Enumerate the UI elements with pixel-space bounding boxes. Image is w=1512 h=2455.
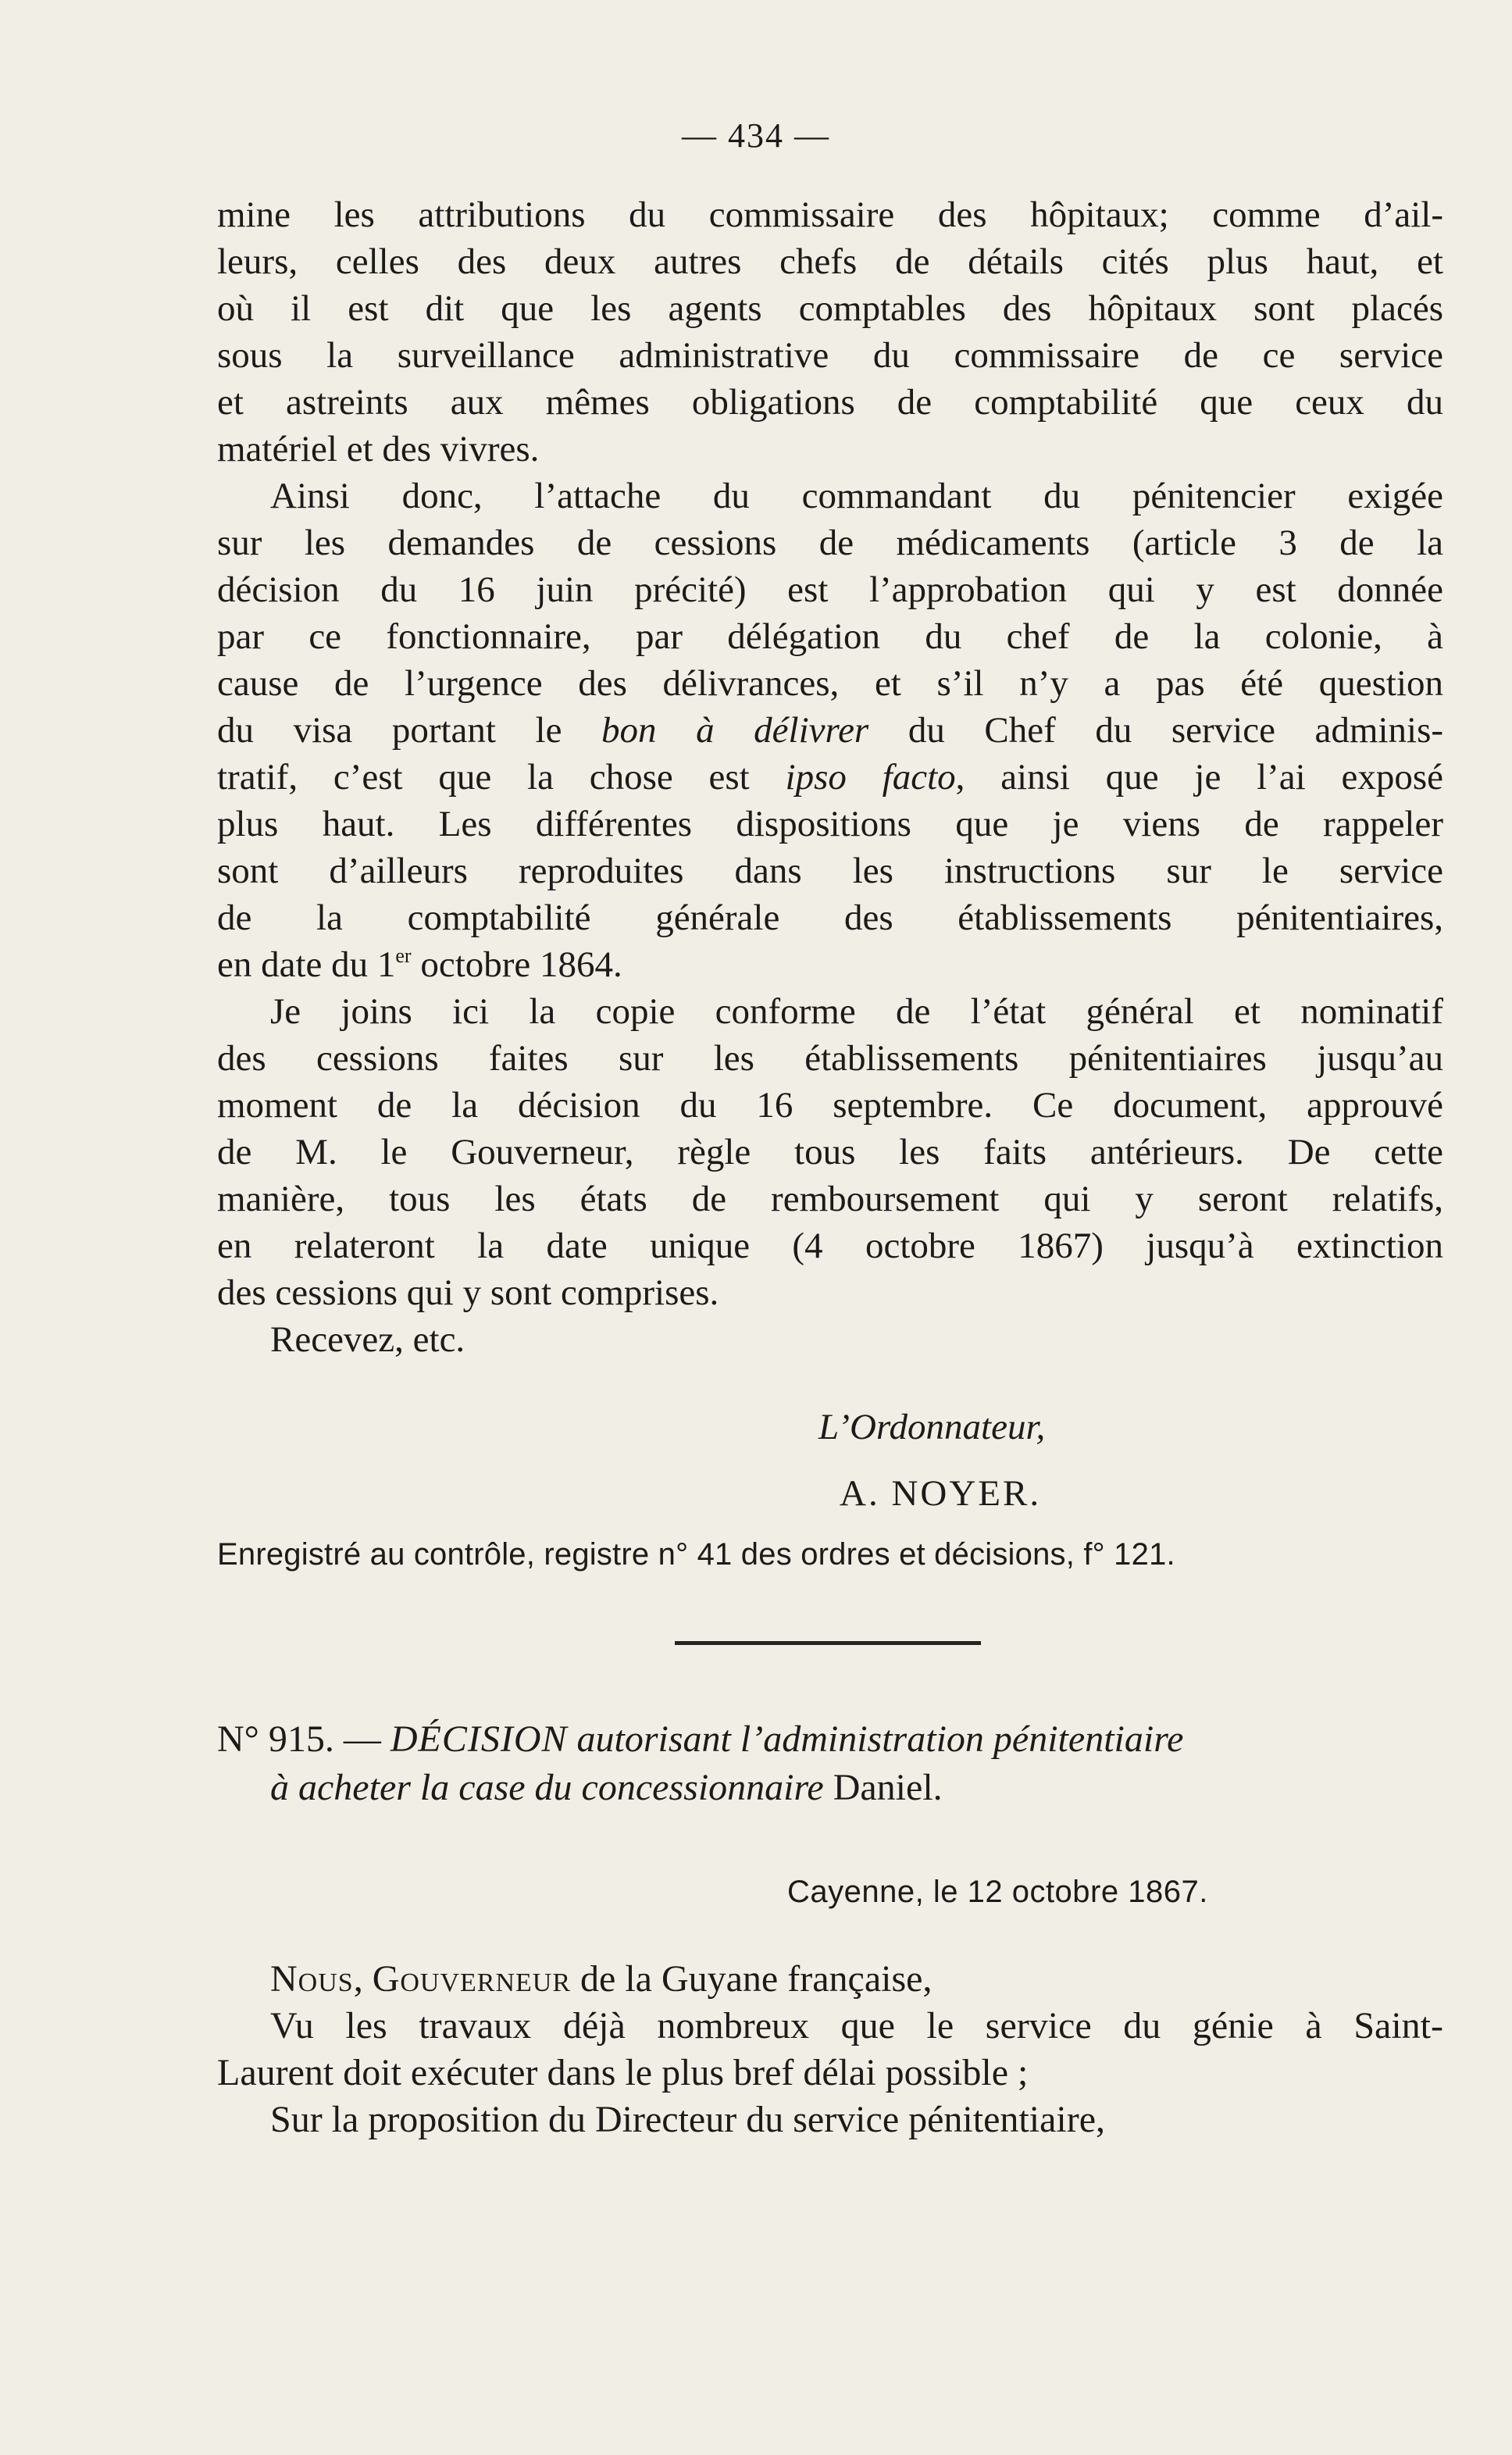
letter-body [217, 191, 1443, 1363]
decree-line: Sur la proposition du Directeur du service pénitentiaire, [270, 2099, 1106, 2140]
body-line: sur les demandes de cessions de médicaments (article 3 de la [217, 523, 1443, 563]
date-line: Cayenne, le 12 octobre 1867. [787, 1875, 1208, 1909]
decision-subtitle: autorisant l’administration pénitentiaire [576, 1718, 1184, 1760]
body-line: sont d’ailleurs reproduites dans les instructions sur le service [217, 851, 1443, 891]
body-line: des cessions qui y sont comprises. [217, 1272, 719, 1313]
decree-line: Vu les travaux déjà nombreux que le service du génie à Saint- [270, 2005, 1443, 2046]
decision-heading-line [217, 1764, 1443, 1812]
decree-line: Laurent doit exécuter dans le plus bref délai possible ; [217, 2052, 1029, 2093]
body-line: de M. le Gouverneur, règle tous les faits antérieurs. De cette [217, 1132, 1443, 1172]
body-line: matériel et des vivres. [217, 429, 540, 469]
decision-heading-line [217, 1715, 1443, 1764]
body-fragment: octobre 1864. [411, 944, 622, 985]
body-line [217, 754, 1443, 801]
body-line: et astreints aux mêmes obligations de comptabilité que ceux du [217, 382, 1443, 423]
body-fragment: du Chef du service adminis- [908, 710, 1443, 751]
body-line: en relateront la date unique (4 octobre 1867) jusqu’à extinction [217, 1226, 1443, 1266]
body-line: sous la surveillance administrative du commissaire de ce service [217, 335, 1443, 376]
body-line: Ainsi donc, l’attache du commandant du pénitencier exigée [270, 476, 1443, 516]
decree-body [217, 1956, 1443, 2143]
decision-heading [217, 1715, 1443, 1812]
registry-note: Enregistré au contrôle, registre n° 41 des ordres et décisions, f° 121. [217, 1537, 1175, 1572]
decision-number: N° 915. — [217, 1718, 381, 1760]
signature-title: L’Ordonnateur, [818, 1407, 1046, 1447]
closing-line: Recevez, etc. [270, 1319, 465, 1360]
page-number: — 434 — [682, 116, 830, 155]
body-line: cause de l’urgence des délivrances, et s’il n’y a pas été question [217, 663, 1443, 704]
body-fragment: tratif, c’est que la chose est [217, 757, 750, 798]
body-fragment: de la Guyane française, [571, 1958, 933, 2000]
body-line: où il est dit que les agents comptables des hôpitaux sont placés [217, 288, 1443, 329]
body-line: mine les attributions du commissaire des hôpitaux; comme d’ail- [217, 194, 1443, 235]
italic-phrase: bon à délivrer [601, 710, 869, 751]
body-fragment: , [353, 1958, 373, 2000]
body-fragment: , ainsi que je l’ai exposé [955, 757, 1443, 798]
body-fragment: du visa portant le [217, 710, 562, 751]
small-caps-word: Nous [270, 1958, 354, 2000]
decree-line [217, 1956, 1443, 2003]
superscript: er [395, 944, 412, 967]
body-line: Je joins ici la copie conforme de l’état général et nominatif [270, 991, 1443, 1032]
body-line: manière, tous les états de remboursement qui y seront relatifs, [217, 1179, 1443, 1219]
body-line: leurs, celles des deux autres chefs de détails cités plus haut, et [217, 241, 1443, 282]
body-line: décision du 16 juin précité) est l’approbation qui y est donnée [217, 569, 1443, 610]
section-divider [675, 1641, 981, 1645]
body-line: par ce fonctionnaire, par délégation du chef de la colonie, à [217, 616, 1443, 657]
concessionnaire-name: Daniel. [833, 1767, 943, 1808]
small-caps-word: Gouverneur [372, 1958, 572, 2000]
signature-name: A. NOYER. [840, 1473, 1042, 1514]
decision-subtitle: à acheter la case du concessionnaire [270, 1767, 824, 1808]
decision-title: DÉCISION [390, 1718, 568, 1760]
body-fragment: en date du 1 [217, 944, 396, 985]
body-line [217, 707, 1443, 754]
body-line [217, 941, 1443, 988]
body-line: moment de la décision du 16 septembre. Ce document, approuvé [217, 1085, 1443, 1126]
body-line: de la comptabilité générale des établissements pénitentiaires, [217, 897, 1443, 938]
body-line: des cessions faites sur les établissements pénitentiaires jusqu’au [217, 1038, 1443, 1079]
body-line: plus haut. Les différentes dispositions que je viens de rappeler [217, 804, 1443, 844]
italic-phrase: ipso facto [785, 757, 956, 798]
